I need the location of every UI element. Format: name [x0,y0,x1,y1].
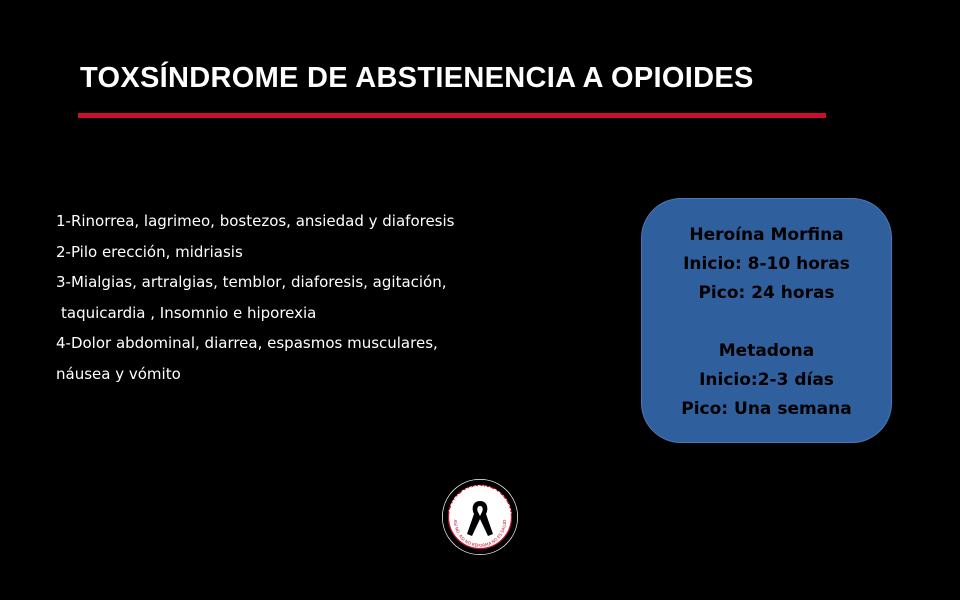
spacer [642,308,891,337]
onset-methadone: Inicio:2-3 días [699,370,834,390]
symptom-line: 2-Pilo erección, midriasis [56,242,243,261]
logo-text-bottom: ASI NO, ASI NO REFORMA NO ES SALUD [452,519,508,549]
campaign-logo [440,477,520,557]
opioid-group-heroin-morphine: Heroína Morfina [689,225,844,245]
symptom-line: náusea y vómito [56,364,181,383]
symptom-line: 3-Mialgias, artralgias, temblor, diaforesis, agitación, [56,273,447,291]
symptom-list [56,206,576,389]
onset-peak-box [641,198,892,443]
peak-heroin-morphine: Pico: 24 horas [698,283,835,303]
slide-title: TOXSÍNDROME DE ABSTIENENCIA A OPIOIDES [80,62,754,94]
title-underline [78,113,826,118]
onset-heroin-morphine: Inicio: 8-10 horas [683,254,850,274]
symptom-line: 1-Rinorrea, lagrimeo, bostezos, ansiedad y diaforesis [56,212,455,230]
symptom-line: taquicardia , Insomnio e hiporexia [61,303,317,322]
awareness-ribbon-icon [440,477,520,557]
peak-methadone: Pico: Una semana [681,399,852,419]
opioid-group-methadone: Metadona [718,341,815,361]
logo-text-top: A ESTA REFORMA DE LA SAL [448,484,512,516]
symptom-line: 4-Dolor abdominal, diarrea, espasmos musculares, [56,334,438,352]
